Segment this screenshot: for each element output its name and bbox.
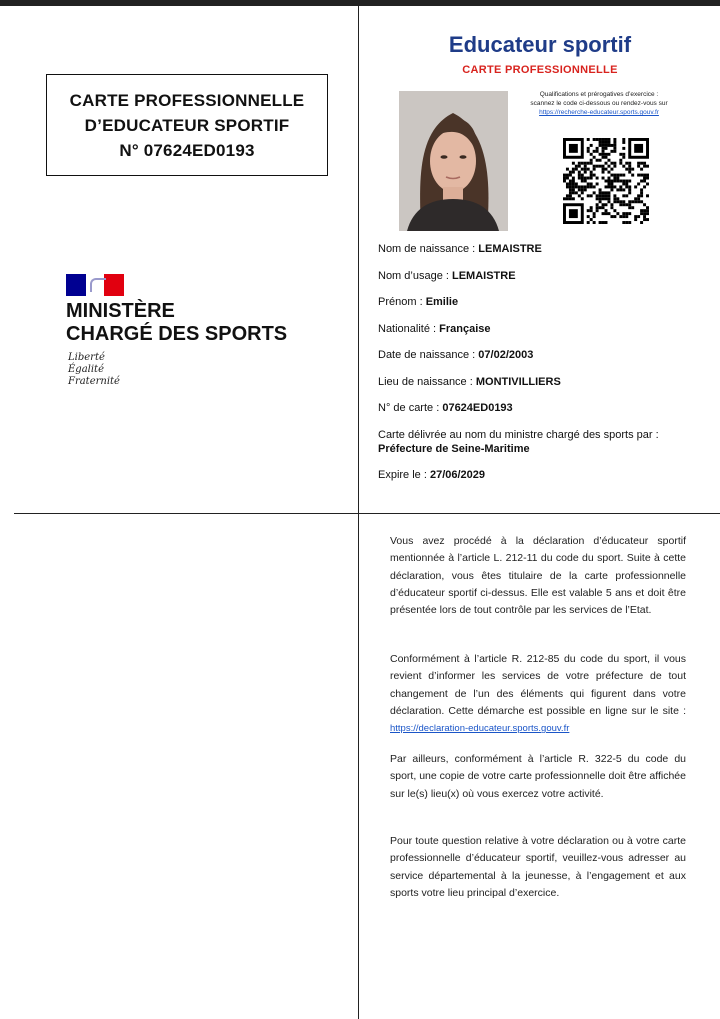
ministry-line-1: MINISTÈRE (66, 300, 175, 322)
ministry-line-2: CHARGÉ DES SPORTS (66, 323, 288, 345)
motto-liberte: Liberté (68, 352, 105, 363)
field-birth-name: Nom de naissance : LEMAISTRE (378, 243, 542, 255)
field-birth-date: Date de naissance : 07/02/2003 (378, 349, 534, 361)
title-line-1: CARTE PROFESSIONNELLE (69, 90, 305, 110)
holder-fields (378, 236, 708, 488)
field-expiry: Expire le : 27/06/2029 (378, 468, 486, 481)
qr-text-line-2: scannez le code ci-dessous ou rendez-vous sur (530, 100, 668, 107)
field-nationality: Nationalité : Française (378, 322, 491, 335)
field-issuer: Carte délivrée au nom du ministre chargé des sports par : Préfecture de Seine-Maritime (378, 428, 659, 455)
qr-link[interactable]: https://recherche-educateur.sports.gouv.fr (539, 109, 659, 116)
field-card-number: N° de carte : 07624ED0193 (378, 402, 513, 414)
notice-paragraph-2-text: Conformément à l’article R. 212-85 du code du sport, il vous revient d’informer les services de votre préfecture de tout changement de l’un des éléments qui figurent dans votre déclaration. Cette démarche est possible en ligne sur le site : (390, 653, 686, 717)
notice-paragraph-2 (390, 651, 686, 737)
field-birth-place: Lieu de naissance : MONTIVILLIERS (378, 375, 561, 388)
qr-code-icon[interactable] (563, 138, 649, 224)
ministry-name (66, 300, 287, 346)
republic-motto (68, 352, 120, 388)
card-heading: Educateur sportif (448, 32, 632, 57)
field-usage-name: Nom d’usage : LEMAISTRE (378, 269, 516, 282)
notice-paragraph-3: Par ailleurs, conformément à l’article R. 322-5 du code du sport, une copie de votre carte professionnelle doit être affichée sur le(s) lieu(x) où vous exercez votre activité. (390, 753, 686, 800)
motto-egalite: Égalité (68, 364, 104, 375)
top-border (0, 0, 720, 6)
notice-paragraph-1: Vous avez procédé à la déclaration d’éducateur sportif mentionnée à l’article L. 212-11 du code du sport. Suite à cette déclaration, vous êtes titulaire de la carte professionnelle d’éducateur sportif ci-dessus. Elle est valable 5 ans et doit être présentée lors de tout contrôle par les services de l’Etat. (390, 535, 686, 617)
card-number-title: N° 07624ED0193 (119, 140, 255, 160)
french-flag-icon (66, 274, 124, 296)
motto-fraternite: Fraternité (68, 376, 120, 387)
notice-paragraph-4: Pour toute question relative à votre déclaration ou à votre carte professionnelle d’éducateur sportif, veuillez-vous adresser au service départemental à la jeunesse, à l’engagement et aux sports votre lieu principal d’exercice. (390, 835, 686, 899)
horizontal-fold-line (14, 513, 720, 514)
id-photo (399, 91, 508, 231)
qr-text-line-1: Qualifications et prérogatives d’exercice : (539, 91, 659, 98)
card-title-box (46, 74, 328, 176)
field-first-name: Prénom : Emilie (378, 296, 459, 308)
card-subheading: CARTE PROFESSIONNELLE (462, 64, 618, 76)
title-line-2: D’EDUCATEUR SPORTIF (84, 115, 290, 135)
qr-instructions (508, 90, 690, 117)
declaration-link[interactable]: https://declaration-educateur.sports.gouv.fr (390, 723, 570, 735)
